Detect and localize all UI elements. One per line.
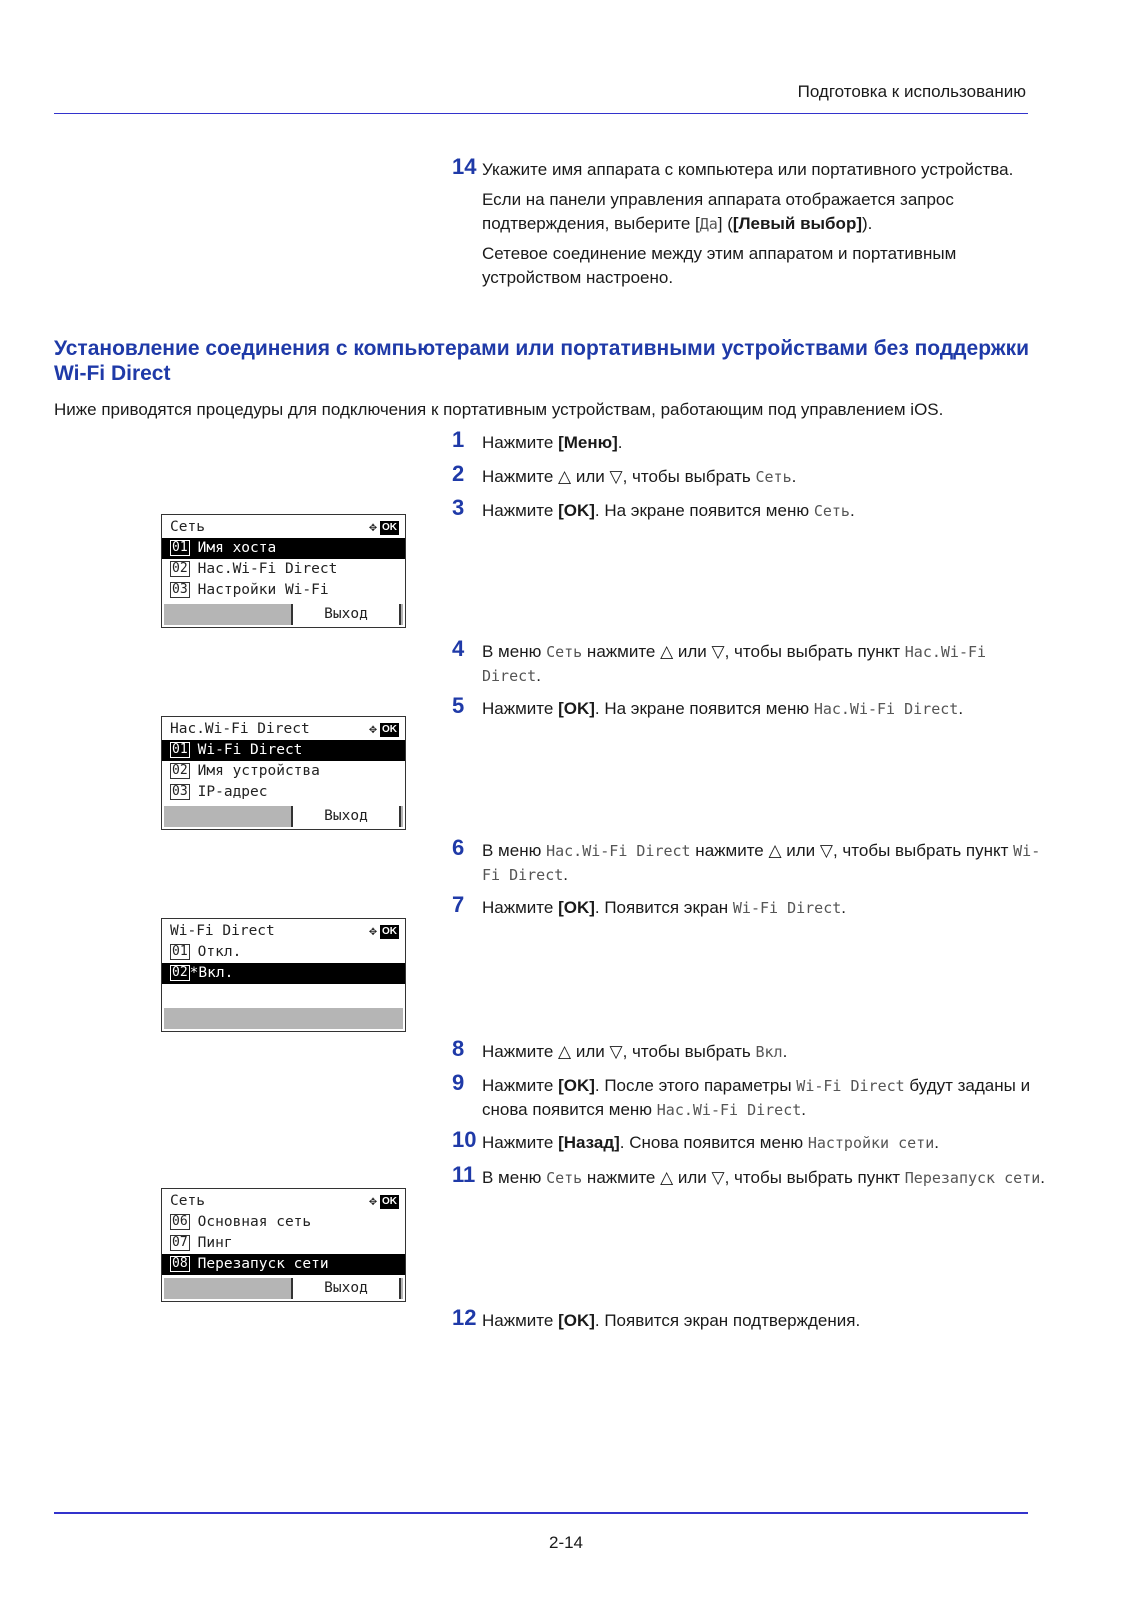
step-number: 10 [452,1127,477,1152]
step-number: 11 [452,1162,476,1187]
step-4: 4 В меню Сеть нажмите △ или ▽, чтобы выбрать пункт Нас.Wi-Fi Direct. [452,636,987,685]
section-intro: Ниже приводятся процедуры для подключения к портативным устройствам, работающим под управлением iOS. [54,400,944,419]
ok-icon: OK [382,926,397,937]
lcd-menu-item: 02 Имя устройства [172,763,320,779]
lcd-title: Нас.Wi-Fi Direct [170,721,310,737]
lcd-menu-item: 02 Нас.Wi-Fi Direct [172,561,338,577]
lcd-menu-item: 01 Откл. [172,944,242,960]
step-1: 1 Нажмите [Меню]. [452,427,623,452]
exit-softkey: Выход [291,604,401,625]
step-number: 12 [452,1305,477,1330]
lcd-menu-item: 01 Wi-Fi Direct [162,740,405,761]
lcd-menu-item: 07 Пинг [172,1235,233,1251]
arrows-icon: ✥ [369,722,377,737]
arrows-icon: ✥ [369,520,377,535]
lcd-menu-item: 02 *Вкл. [162,963,405,984]
lcd-menu-item: 03 Настройки Wi-Fi [172,582,329,598]
lcd-screen-wifi-direct-settings [161,716,406,830]
arrows-icon: ✥ [369,924,377,939]
exit-softkey: Выход [291,1278,401,1299]
lcd-screen-network-restart [161,1188,406,1302]
ok-icon: OK [382,724,397,735]
step-number: 7 [452,892,465,917]
lcd-screen-wifi-direct [161,918,406,1032]
step-text: Если на панели управления аппарата отображается запрос подтверждения, выберите [Да] ([Левый выбор]). [482,190,954,233]
section-title: Установление соединения с компьютерами или портативными устройствами без поддержки Wi-Fi Direct [54,337,1030,385]
lcd-menu-item: 01 Имя хоста [162,538,405,559]
ok-icon: OK [382,522,397,533]
step-number: 2 [452,461,465,486]
step-number: 3 [452,495,465,520]
step-text: Укажите имя аппарата с компьютера или портативного устройства. [482,160,1014,179]
step-number: 8 [452,1036,465,1061]
step-7: 7 Нажмите [OK]. Появится экран Wi-Fi Direct. [452,892,847,917]
step-number: 14 [452,154,477,179]
lcd-title: Wi-Fi Direct [170,923,275,939]
footer-rule [54,1512,1028,1514]
step-2: 2 Нажмите △ или ▽, чтобы выбрать Сеть. [452,461,797,486]
step-number: 6 [452,835,465,860]
step-14 [452,154,1052,296]
page-number: 2-14 [548,1533,584,1552]
step-10: 10 Нажмите [Назад]. Снова появится меню Настройки сети. [452,1127,939,1152]
lcd-title: Сеть [170,519,205,535]
header-rule [54,113,1028,114]
lcd-menu-item: 03 IP-адрес [172,784,268,800]
lcd-softkey-bar [164,1008,403,1029]
exit-softkey: Выход [291,806,401,827]
lcd-title: Сеть [170,1193,205,1209]
step-number: 5 [452,693,465,718]
lcd-screen-network [161,514,406,628]
step-3: 3 Нажмите [OK]. На экране появится меню Сеть. [452,495,855,520]
step-5: 5 Нажмите [OK]. На экране появится меню Нас.Wi-Fi Direct. [452,693,964,718]
ok-icon: OK [382,1196,397,1207]
step-number: 4 [452,636,465,661]
step-9: 9 Нажмите [OK]. После этого параметры Wi-Fi Direct будут заданы и снова появится меню Нас.Wi-Fi Direct. [452,1070,1031,1119]
lcd-menu-item: 06 Основная сеть [172,1214,312,1230]
step-11: 11 В меню Сеть нажмите △ или ▽, чтобы выбрать пункт Перезапуск сети. [452,1162,1045,1187]
step-number: 9 [452,1070,465,1095]
header-title: Подготовка к использованию [797,82,1026,101]
step-text: Сетевое соединение между этим аппаратом и портативным устройством настроено. [482,244,957,287]
lcd-menu-item: 08 Перезапуск сети [162,1254,405,1275]
step-8: 8 Нажмите △ или ▽, чтобы выбрать Вкл. [452,1036,788,1061]
arrows-icon: ✥ [369,1194,377,1209]
step-number: 1 [452,427,465,452]
step-6: 6 В меню Нас.Wi-Fi Direct нажмите △ или ▽, чтобы выбрать пункт Wi-Fi Direct. [452,835,1041,884]
step-12: 12 Нажмите [OK]. Появится экран подтверждения. [452,1305,861,1330]
